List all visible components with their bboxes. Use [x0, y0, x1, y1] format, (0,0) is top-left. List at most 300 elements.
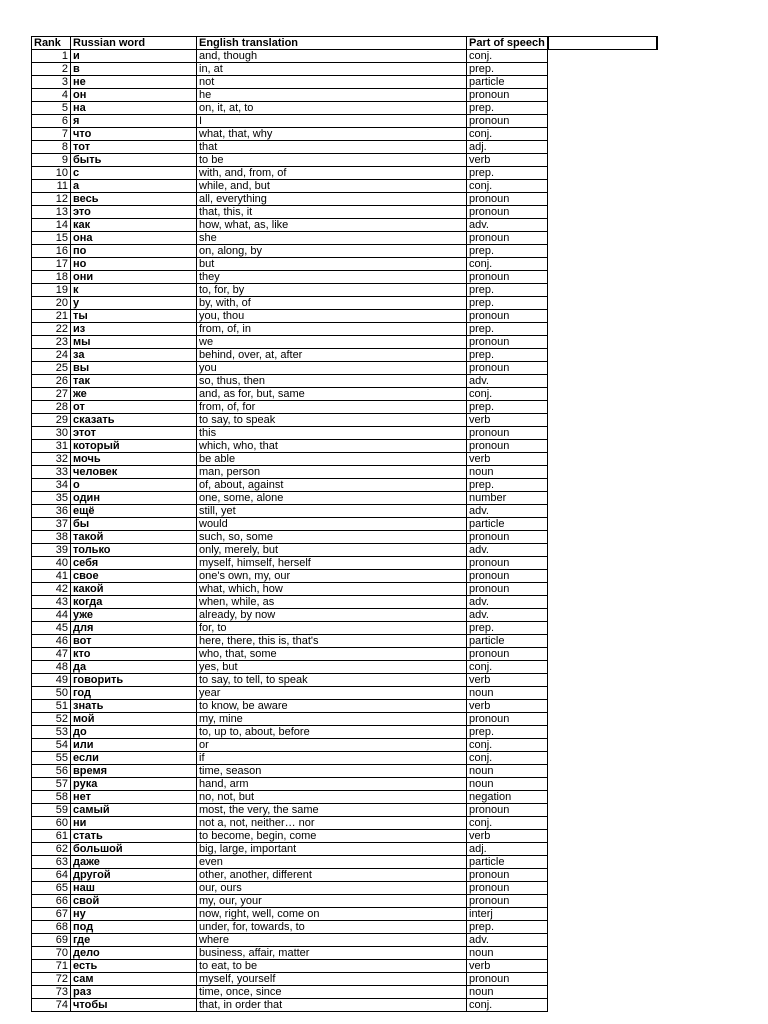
russian-word-cell: о [71, 479, 197, 492]
russian-word-cell: на [71, 102, 197, 115]
part-of-speech-cell: pronoun [467, 583, 548, 596]
russian-word-cell: один [71, 492, 197, 505]
russian-word-cell: большой [71, 843, 197, 856]
word-frequency-table [31, 36, 658, 1012]
part-of-speech-cell: noun [467, 765, 548, 778]
table-row [32, 661, 657, 674]
table-row [32, 557, 657, 570]
russian-word-cell: нет [71, 791, 197, 804]
table-row [32, 167, 657, 180]
row-spacer [548, 89, 657, 102]
table-row [32, 193, 657, 206]
table-row [32, 323, 657, 336]
part-of-speech-cell: conj. [467, 180, 548, 193]
row-spacer [548, 128, 657, 141]
table-row [32, 453, 657, 466]
part-of-speech-cell: prep. [467, 726, 548, 739]
english-translation-cell: only, merely, but [197, 544, 467, 557]
russian-word-cell: за [71, 349, 197, 362]
table-row [32, 765, 657, 778]
russian-word-cell: тот [71, 141, 197, 154]
part-of-speech-cell: pronoun [467, 310, 548, 323]
rank-cell: 13 [32, 206, 71, 219]
english-translation-cell: my, our, your [197, 895, 467, 908]
part-of-speech-cell: pronoun [467, 232, 548, 245]
row-spacer [548, 505, 657, 518]
english-translation-cell: from, of, in [197, 323, 467, 336]
part-of-speech-cell: pronoun [467, 973, 548, 986]
row-spacer [548, 232, 657, 245]
english-translation-cell: that [197, 141, 467, 154]
english-translation-cell: all, everything [197, 193, 467, 206]
rank-cell: 74 [32, 999, 71, 1012]
rank-cell: 26 [32, 375, 71, 388]
russian-word-cell: даже [71, 856, 197, 869]
row-spacer [548, 271, 657, 284]
english-translation-cell: to, for, by [197, 284, 467, 297]
part-of-speech-cell: prep. [467, 63, 548, 76]
row-spacer [548, 193, 657, 206]
row-spacer [548, 206, 657, 219]
english-translation-cell: to say, to speak [197, 414, 467, 427]
row-spacer [548, 518, 657, 531]
header-row [32, 37, 657, 50]
row-spacer [548, 674, 657, 687]
row-spacer [548, 76, 657, 89]
english-translation-cell: our, ours [197, 882, 467, 895]
header-spacer [548, 37, 657, 50]
row-spacer [548, 479, 657, 492]
rank-cell: 61 [32, 830, 71, 843]
table-row [32, 336, 657, 349]
table-row [32, 479, 657, 492]
row-spacer [548, 726, 657, 739]
rank-cell: 9 [32, 154, 71, 167]
english-translation-cell: behind, over, at, after [197, 349, 467, 362]
english-translation-cell: yes, but [197, 661, 467, 674]
part-of-speech-cell: pronoun [467, 336, 548, 349]
part-of-speech-cell: verb [467, 674, 548, 687]
rank-cell: 54 [32, 739, 71, 752]
rank-cell: 45 [32, 622, 71, 635]
rank-cell: 44 [32, 609, 71, 622]
russian-word-cell: к [71, 284, 197, 297]
russian-word-cell: раз [71, 986, 197, 999]
rank-cell: 8 [32, 141, 71, 154]
english-translation-cell: most, the very, the same [197, 804, 467, 817]
row-spacer [548, 661, 657, 674]
rank-cell: 21 [32, 310, 71, 323]
rank-cell: 37 [32, 518, 71, 531]
table-row [32, 349, 657, 362]
header-english-translation: English translation [197, 37, 467, 50]
russian-word-cell: какой [71, 583, 197, 596]
russian-word-cell: мочь [71, 453, 197, 466]
english-translation-cell: for, to [197, 622, 467, 635]
part-of-speech-cell: prep. [467, 323, 548, 336]
russian-word-cell: из [71, 323, 197, 336]
table-row [32, 505, 657, 518]
table-row [32, 921, 657, 934]
russian-word-cell: уже [71, 609, 197, 622]
rank-cell: 49 [32, 674, 71, 687]
english-translation-cell: time, season [197, 765, 467, 778]
table-row [32, 427, 657, 440]
rank-cell: 46 [32, 635, 71, 648]
table-row [32, 999, 657, 1012]
table-row [32, 596, 657, 609]
russian-word-cell: под [71, 921, 197, 934]
russian-word-cell: да [71, 661, 197, 674]
rank-cell: 38 [32, 531, 71, 544]
row-spacer [548, 362, 657, 375]
row-spacer [548, 895, 657, 908]
table-row [32, 739, 657, 752]
part-of-speech-cell: adv. [467, 505, 548, 518]
russian-word-cell: он [71, 89, 197, 102]
row-spacer [548, 440, 657, 453]
rank-cell: 6 [32, 115, 71, 128]
part-of-speech-cell: pronoun [467, 362, 548, 375]
rank-cell: 66 [32, 895, 71, 908]
russian-word-cell: и [71, 50, 197, 63]
part-of-speech-cell: conj. [467, 739, 548, 752]
row-spacer [548, 427, 657, 440]
table-row [32, 908, 657, 921]
english-translation-cell: even [197, 856, 467, 869]
part-of-speech-cell: pronoun [467, 895, 548, 908]
rank-cell: 18 [32, 271, 71, 284]
row-spacer [548, 167, 657, 180]
rank-cell: 30 [32, 427, 71, 440]
rank-cell: 55 [32, 752, 71, 765]
part-of-speech-cell: conj. [467, 817, 548, 830]
part-of-speech-cell: adv. [467, 934, 548, 947]
rank-cell: 73 [32, 986, 71, 999]
russian-word-cell: ты [71, 310, 197, 323]
table-row [32, 674, 657, 687]
table-row [32, 856, 657, 869]
row-spacer [548, 791, 657, 804]
english-translation-cell: what, that, why [197, 128, 467, 141]
part-of-speech-cell: verb [467, 154, 548, 167]
rank-cell: 65 [32, 882, 71, 895]
part-of-speech-cell: prep. [467, 921, 548, 934]
english-translation-cell: to say, to tell, to speak [197, 674, 467, 687]
rank-cell: 69 [32, 934, 71, 947]
russian-word-cell: до [71, 726, 197, 739]
russian-word-cell: ну [71, 908, 197, 921]
table-row [32, 492, 657, 505]
english-translation-cell: still, yet [197, 505, 467, 518]
english-translation-cell: but [197, 258, 467, 271]
part-of-speech-cell: conj. [467, 388, 548, 401]
row-spacer [548, 102, 657, 115]
english-translation-cell: which, who, that [197, 440, 467, 453]
part-of-speech-cell: adv. [467, 596, 548, 609]
table-row [32, 583, 657, 596]
rank-cell: 3 [32, 76, 71, 89]
russian-word-cell: с [71, 167, 197, 180]
part-of-speech-cell: prep. [467, 245, 548, 258]
table-row [32, 297, 657, 310]
row-spacer [548, 115, 657, 128]
part-of-speech-cell: particle [467, 518, 548, 531]
russian-word-cell: весь [71, 193, 197, 206]
part-of-speech-cell: pronoun [467, 804, 548, 817]
row-spacer [548, 843, 657, 856]
row-spacer [548, 804, 657, 817]
russian-word-cell: ещё [71, 505, 197, 518]
part-of-speech-cell: conj. [467, 258, 548, 271]
russian-word-cell: год [71, 687, 197, 700]
table-row [32, 726, 657, 739]
part-of-speech-cell: adv. [467, 375, 548, 388]
row-spacer [548, 635, 657, 648]
table-row [32, 713, 657, 726]
english-translation-cell: we [197, 336, 467, 349]
table-row [32, 310, 657, 323]
table-row [32, 635, 657, 648]
russian-word-cell: есть [71, 960, 197, 973]
row-spacer [548, 687, 657, 700]
part-of-speech-cell: noun [467, 778, 548, 791]
table-row [32, 362, 657, 375]
russian-word-cell: рука [71, 778, 197, 791]
table-row [32, 518, 657, 531]
rank-cell: 10 [32, 167, 71, 180]
english-translation-cell: now, right, well, come on [197, 908, 467, 921]
row-spacer [548, 921, 657, 934]
row-spacer [548, 219, 657, 232]
row-spacer [548, 908, 657, 921]
table-row [32, 960, 657, 973]
row-spacer [548, 830, 657, 843]
table-row [32, 271, 657, 284]
table-row [32, 830, 657, 843]
russian-word-cell: ни [71, 817, 197, 830]
part-of-speech-cell: pronoun [467, 89, 548, 102]
row-spacer [548, 648, 657, 661]
russian-word-cell: так [71, 375, 197, 388]
russian-word-cell: бы [71, 518, 197, 531]
russian-word-cell: этот [71, 427, 197, 440]
row-spacer [548, 310, 657, 323]
russian-word-cell: наш [71, 882, 197, 895]
table-row [32, 648, 657, 661]
row-spacer [548, 154, 657, 167]
russian-word-cell: что [71, 128, 197, 141]
part-of-speech-cell: adj. [467, 141, 548, 154]
russian-word-cell: это [71, 206, 197, 219]
table-row [32, 622, 657, 635]
english-translation-cell: when, while, as [197, 596, 467, 609]
part-of-speech-cell: particle [467, 856, 548, 869]
rank-cell: 16 [32, 245, 71, 258]
table-row [32, 375, 657, 388]
table-row [32, 401, 657, 414]
header-rank: Rank [32, 37, 71, 50]
table-row [32, 531, 657, 544]
part-of-speech-cell: conj. [467, 999, 548, 1012]
part-of-speech-cell: prep. [467, 297, 548, 310]
part-of-speech-cell: pronoun [467, 648, 548, 661]
rank-cell: 12 [32, 193, 71, 206]
russian-word-cell: они [71, 271, 197, 284]
english-translation-cell: while, and, but [197, 180, 467, 193]
rank-cell: 7 [32, 128, 71, 141]
english-translation-cell: and, though [197, 50, 467, 63]
part-of-speech-cell: conj. [467, 50, 548, 63]
russian-word-cell: самый [71, 804, 197, 817]
row-spacer [548, 713, 657, 726]
part-of-speech-cell: verb [467, 830, 548, 843]
table-row [32, 89, 657, 102]
table-row [32, 115, 657, 128]
table-row [32, 440, 657, 453]
row-spacer [548, 986, 657, 999]
header-russian-word: Russian word [71, 37, 197, 50]
table-row [32, 817, 657, 830]
english-translation-cell: how, what, as, like [197, 219, 467, 232]
english-translation-cell: to, up to, about, before [197, 726, 467, 739]
russian-word-cell: когда [71, 596, 197, 609]
russian-word-cell: вы [71, 362, 197, 375]
part-of-speech-cell: prep. [467, 622, 548, 635]
table-row [32, 752, 657, 765]
english-translation-cell: where [197, 934, 467, 947]
part-of-speech-cell: particle [467, 635, 548, 648]
english-translation-cell: myself, himself, herself [197, 557, 467, 570]
part-of-speech-cell: number [467, 492, 548, 505]
russian-word-cell: по [71, 245, 197, 258]
english-translation-cell: such, so, some [197, 531, 467, 544]
part-of-speech-cell: conj. [467, 752, 548, 765]
english-translation-cell: would [197, 518, 467, 531]
russian-word-cell: или [71, 739, 197, 752]
table-row [32, 947, 657, 960]
table-row [32, 895, 657, 908]
row-spacer [548, 544, 657, 557]
part-of-speech-cell: prep. [467, 401, 548, 414]
table-row [32, 687, 657, 700]
row-spacer [548, 700, 657, 713]
russian-word-cell: свое [71, 570, 197, 583]
table-row [32, 154, 657, 167]
english-translation-cell: or [197, 739, 467, 752]
table-row [32, 414, 657, 427]
row-spacer [548, 180, 657, 193]
part-of-speech-cell: adj. [467, 843, 548, 856]
table-row [32, 141, 657, 154]
english-translation-cell: to be [197, 154, 467, 167]
part-of-speech-cell: pronoun [467, 206, 548, 219]
part-of-speech-cell: pronoun [467, 570, 548, 583]
english-translation-cell: not [197, 76, 467, 89]
russian-word-cell: быть [71, 154, 197, 167]
english-translation-cell: so, thus, then [197, 375, 467, 388]
table-row [32, 882, 657, 895]
rank-cell: 53 [32, 726, 71, 739]
english-translation-cell: one, some, alone [197, 492, 467, 505]
row-spacer [548, 466, 657, 479]
row-spacer [548, 583, 657, 596]
part-of-speech-cell: negation [467, 791, 548, 804]
row-spacer [548, 141, 657, 154]
part-of-speech-cell: verb [467, 414, 548, 427]
row-spacer [548, 388, 657, 401]
russian-word-cell: но [71, 258, 197, 271]
rank-cell: 14 [32, 219, 71, 232]
russian-word-cell: от [71, 401, 197, 414]
rank-cell: 57 [32, 778, 71, 791]
english-translation-cell: this [197, 427, 467, 440]
rank-cell: 64 [32, 869, 71, 882]
part-of-speech-cell: verb [467, 700, 548, 713]
english-translation-cell: of, about, against [197, 479, 467, 492]
russian-word-cell: такой [71, 531, 197, 544]
part-of-speech-cell: noun [467, 986, 548, 999]
rank-cell: 17 [32, 258, 71, 271]
russian-word-cell: сказать [71, 414, 197, 427]
rank-cell: 47 [32, 648, 71, 661]
english-translation-cell: with, and, from, of [197, 167, 467, 180]
row-spacer [548, 492, 657, 505]
table-row [32, 206, 657, 219]
table-row [32, 466, 657, 479]
table-row [32, 180, 657, 193]
part-of-speech-cell: verb [467, 960, 548, 973]
row-spacer [548, 63, 657, 76]
english-translation-cell: she [197, 232, 467, 245]
rank-cell: 11 [32, 180, 71, 193]
table-row [32, 245, 657, 258]
rank-cell: 43 [32, 596, 71, 609]
part-of-speech-cell: prep. [467, 284, 548, 297]
russian-word-cell: где [71, 934, 197, 947]
table-row [32, 76, 657, 89]
row-spacer [548, 375, 657, 388]
row-spacer [548, 401, 657, 414]
row-spacer [548, 765, 657, 778]
row-spacer [548, 596, 657, 609]
russian-word-cell: не [71, 76, 197, 89]
row-spacer [548, 336, 657, 349]
row-spacer [548, 856, 657, 869]
english-translation-cell: and, as for, but, same [197, 388, 467, 401]
english-translation-cell: he [197, 89, 467, 102]
table-row [32, 63, 657, 76]
rank-cell: 36 [32, 505, 71, 518]
part-of-speech-cell: pronoun [467, 713, 548, 726]
rank-cell: 1 [32, 50, 71, 63]
rank-cell: 62 [32, 843, 71, 856]
russian-word-cell: я [71, 115, 197, 128]
rank-cell: 28 [32, 401, 71, 414]
english-translation-cell: to eat, to be [197, 960, 467, 973]
russian-word-cell: если [71, 752, 197, 765]
english-translation-cell: what, which, how [197, 583, 467, 596]
rank-cell: 71 [32, 960, 71, 973]
table-row [32, 284, 657, 297]
part-of-speech-cell: pronoun [467, 271, 548, 284]
english-translation-cell: time, once, since [197, 986, 467, 999]
english-translation-cell: not a, not, neither… nor [197, 817, 467, 830]
english-translation-cell: from, of, for [197, 401, 467, 414]
english-translation-cell: to become, begin, come [197, 830, 467, 843]
part-of-speech-cell: adv. [467, 219, 548, 232]
row-spacer [548, 999, 657, 1012]
